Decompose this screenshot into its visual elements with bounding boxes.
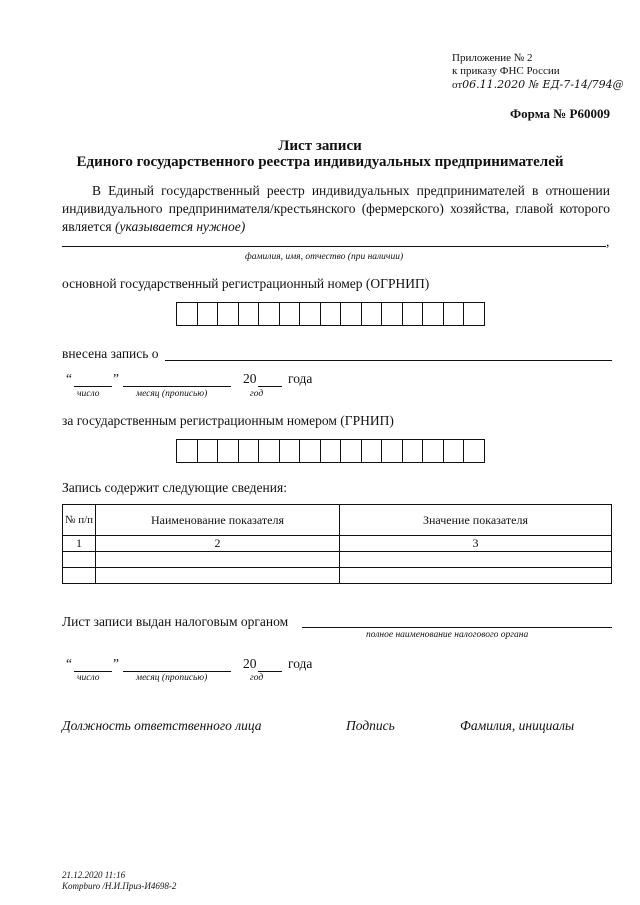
form-number: Форма № Р60009 bbox=[510, 106, 610, 121]
date1-day-line[interactable] bbox=[74, 386, 112, 387]
date2-quote-close: ” bbox=[113, 656, 119, 671]
date2-hint-year: год bbox=[250, 673, 264, 683]
date1-quote-open: “ bbox=[66, 371, 72, 386]
contains-label: Запись содержит следующие сведения: bbox=[62, 480, 287, 495]
table-row bbox=[63, 536, 612, 552]
ogrnip-cells[interactable] bbox=[176, 302, 485, 326]
date1-year-word: года bbox=[288, 371, 313, 386]
annex-line3-prefix: от bbox=[452, 79, 463, 91]
date2-year-word: года bbox=[288, 656, 313, 671]
table-row[interactable] bbox=[63, 568, 612, 584]
col-value-header: Значение показателя bbox=[340, 505, 612, 536]
entry-line[interactable] bbox=[165, 360, 612, 361]
date1-hint-month: месяц (прописью) bbox=[136, 389, 208, 399]
date2-hint-month: месяц (прописью) bbox=[136, 673, 208, 683]
signature-position: Должность ответственного лица bbox=[62, 718, 262, 733]
intro-paragraph bbox=[62, 182, 610, 236]
date1-year-prefix: 20 bbox=[243, 371, 257, 386]
title-line2: Единого государственного реестра индивидуальных предпринимателей bbox=[76, 154, 564, 170]
fio-hint: фамилия, имя, отчество (при наличии) bbox=[245, 252, 404, 262]
date1-quote-close: ” bbox=[113, 371, 119, 386]
intro-note: (указывается нужное) bbox=[115, 219, 246, 234]
footer-line1: 21.12.2020 11:16 bbox=[62, 870, 126, 880]
date2-year-line[interactable] bbox=[258, 671, 282, 672]
grnip-label: за государственным регистрационным номером (ГРНИП) bbox=[62, 413, 394, 428]
date2-month-line[interactable] bbox=[123, 671, 231, 672]
footer-stamp bbox=[62, 870, 176, 892]
intro-text: В Единый государственный реестр индивидуальных предпринимателей в отношении индивидуального предпринимателя/крестьянского (фермерского) хозяйства, главой которого является bbox=[62, 183, 610, 234]
date2-quote-open: “ bbox=[66, 656, 72, 671]
signature-name: Фамилия, инициалы bbox=[460, 718, 575, 733]
row-num-1: 1 bbox=[63, 536, 96, 552]
date2-day-line[interactable] bbox=[74, 671, 112, 672]
annex-block bbox=[452, 52, 624, 92]
date1-hint-year: год bbox=[250, 389, 264, 399]
annex-handwritten-number: 06.11.2020 № ЕД-7-14/794@ bbox=[462, 78, 624, 91]
fio-comma: , bbox=[606, 234, 610, 249]
signature-sign: Подпись bbox=[346, 718, 395, 733]
grnip-cells[interactable] bbox=[176, 439, 485, 463]
date1-hint-day: число bbox=[77, 389, 100, 399]
col-name-header: Наименование показателя bbox=[96, 505, 340, 536]
date1-month-line[interactable] bbox=[123, 386, 231, 387]
issued-label: Лист записи выдан налоговым органом bbox=[62, 614, 289, 629]
title-line1: Лист записи bbox=[278, 138, 362, 154]
annex-line3 bbox=[452, 78, 624, 92]
info-table bbox=[62, 504, 612, 584]
issued-hint: полное наименование налогового органа bbox=[366, 630, 529, 640]
row-num-2: 2 bbox=[96, 536, 340, 552]
row-num-3: 3 bbox=[340, 536, 612, 552]
footer-line2: Kompburo /Н.И.Приз-И4698-2 bbox=[62, 881, 177, 891]
fio-line[interactable] bbox=[62, 246, 606, 247]
annex-line2: к приказу ФНС России bbox=[452, 65, 560, 77]
date2-hint-day: число bbox=[77, 673, 100, 683]
col-number-header: № п/п bbox=[63, 505, 96, 536]
date2-year-prefix: 20 bbox=[243, 656, 257, 671]
ogrnip-label: основной государственный регистрационный номер (ОГРНИП) bbox=[62, 276, 430, 291]
entry-label: внесена запись о bbox=[62, 346, 159, 361]
date1-year-line[interactable] bbox=[258, 386, 282, 387]
annex-line1: Приложение № 2 bbox=[452, 52, 533, 64]
table-row[interactable] bbox=[63, 552, 612, 568]
issued-line[interactable] bbox=[302, 627, 612, 628]
